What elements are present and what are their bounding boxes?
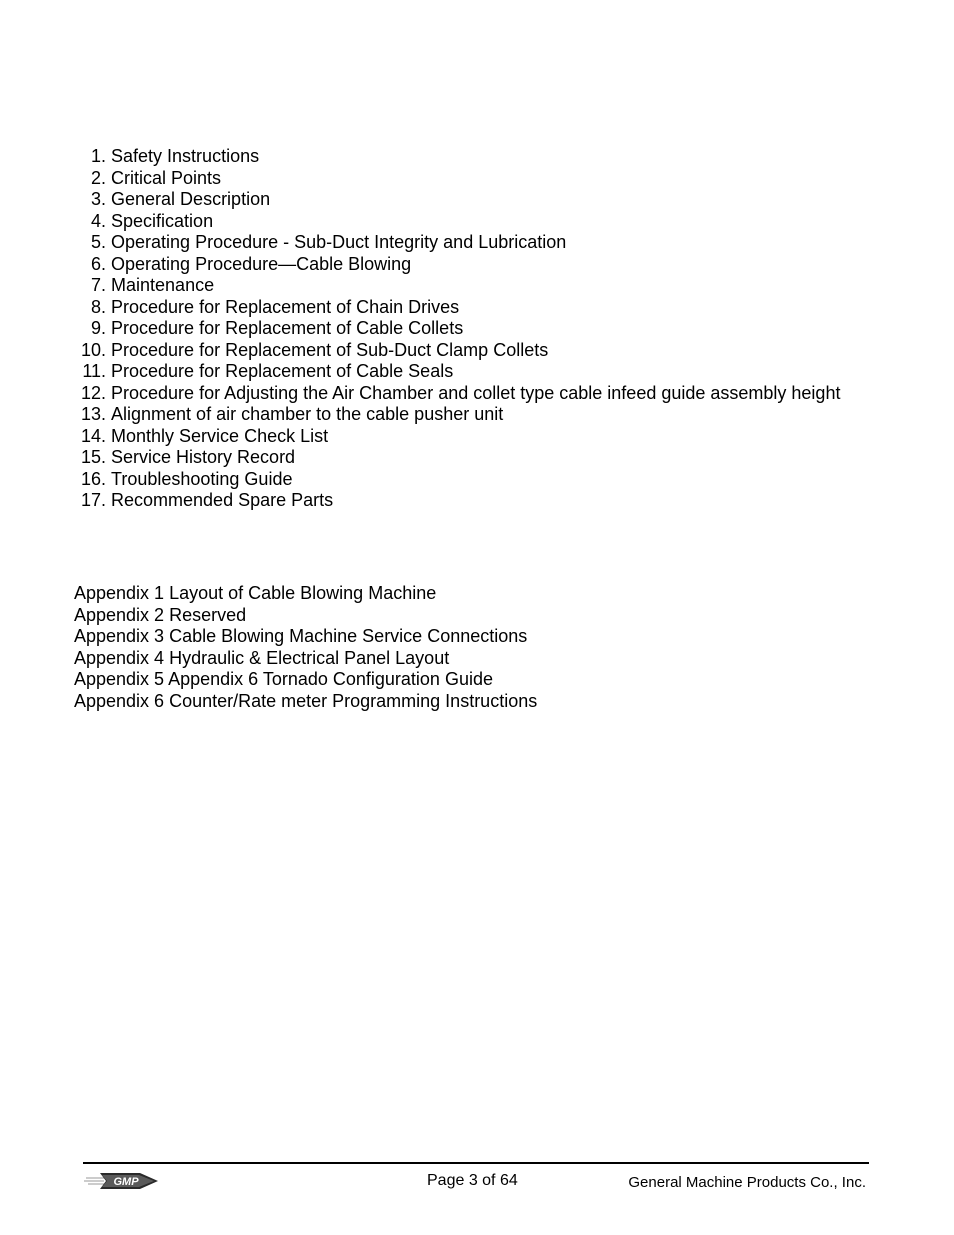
appendix-item: Appendix 4 Hydraulic & Electrical Panel Layout bbox=[74, 647, 450, 668]
toc-item bbox=[74, 383, 840, 405]
toc-item-number: 16. bbox=[80, 468, 106, 489]
toc-item-title: Procedure for Replacement of Cable Seals bbox=[111, 361, 454, 381]
toc-item-number: 3. bbox=[90, 189, 106, 209]
toc-item bbox=[74, 469, 840, 491]
appendix-item: Appendix 5 Appendix 6 Tornado Configuration Guide bbox=[74, 669, 493, 689]
toc-item-title: Operating Procedure - Sub-Duct Integrity and Lubrication bbox=[111, 232, 567, 252]
toc-item bbox=[74, 490, 840, 512]
toc-item-number: 10. bbox=[80, 339, 106, 360]
toc-item bbox=[74, 447, 840, 469]
toc-item-number: 17. bbox=[80, 490, 106, 510]
toc-item-title: Troubleshooting Guide bbox=[111, 468, 293, 489]
company-name: General Machine Products Co., Inc. bbox=[628, 1174, 866, 1191]
toc-item-title: General Description bbox=[111, 189, 271, 209]
toc-item-title: Recommended Spare Parts bbox=[111, 490, 334, 510]
toc-item-number: 7. bbox=[90, 275, 106, 295]
toc-item-title: Critical Points bbox=[111, 167, 222, 188]
toc-item-title: Procedure for Adjusting the Air Chamber and collet type cable infeed guide assembly height bbox=[111, 382, 841, 403]
toc-item-number: 1. bbox=[90, 146, 106, 166]
toc-item-title: Procedure for Replacement of Sub-Duct Clamp Collets bbox=[111, 339, 549, 360]
toc-item bbox=[74, 168, 840, 190]
toc-item-title: Service History Record bbox=[111, 447, 296, 467]
toc-item bbox=[74, 297, 840, 319]
appendix-list bbox=[74, 583, 537, 712]
footer-divider bbox=[83, 1162, 869, 1164]
toc-item bbox=[74, 232, 840, 254]
table-of-contents bbox=[74, 146, 840, 512]
toc-item-number: 6. bbox=[90, 253, 106, 274]
toc-item-number: 11. bbox=[82, 361, 106, 381]
toc-item bbox=[74, 189, 840, 211]
gmp-logo-icon bbox=[84, 1170, 160, 1192]
toc-item-number: 5. bbox=[90, 232, 106, 252]
gmp-logo-text: GMP bbox=[113, 1176, 139, 1188]
toc-item-number: 9. bbox=[90, 318, 106, 338]
toc-item-title: Safety Instructions bbox=[111, 146, 260, 166]
toc-item-title: Specification bbox=[111, 210, 214, 231]
appendix-item: Appendix 2 Reserved bbox=[74, 604, 247, 625]
toc-item bbox=[74, 254, 840, 276]
toc-item-number: 8. bbox=[90, 296, 106, 317]
appendix-item: Appendix 3 Cable Blowing Machine Service Connections bbox=[74, 626, 528, 646]
toc-item bbox=[74, 340, 840, 362]
appendix-item: Appendix 1 Layout of Cable Blowing Machine bbox=[74, 583, 437, 603]
toc-item bbox=[74, 211, 840, 233]
toc-item bbox=[74, 426, 840, 448]
page-number: Page 3 of 64 bbox=[427, 1172, 518, 1189]
toc-item-title: Procedure for Replacement of Chain Drives bbox=[111, 296, 460, 317]
appendix-item: Appendix 6 Counter/Rate meter Programming Instructions bbox=[74, 690, 538, 711]
toc-item-title: Monthly Service Check List bbox=[111, 425, 329, 446]
toc-item-title: Procedure for Replacement of Cable Collets bbox=[111, 318, 464, 338]
toc-item bbox=[74, 404, 840, 426]
toc-item-title: Alignment of air chamber to the cable pusher unit bbox=[111, 404, 504, 424]
toc-item-number: 14. bbox=[80, 425, 106, 446]
toc-item bbox=[74, 361, 840, 383]
toc-item bbox=[74, 275, 840, 297]
toc-item bbox=[74, 318, 840, 340]
toc-item-number: 2. bbox=[90, 167, 106, 188]
toc-item-title: Maintenance bbox=[111, 275, 215, 295]
toc-item-number: 12. bbox=[80, 382, 106, 403]
toc-item-number: 13. bbox=[80, 404, 106, 424]
toc-item bbox=[74, 146, 840, 168]
toc-item-title: Operating Procedure—Cable Blowing bbox=[111, 253, 412, 274]
toc-item-number: 15. bbox=[80, 447, 106, 467]
toc-item-number: 4. bbox=[90, 210, 106, 231]
